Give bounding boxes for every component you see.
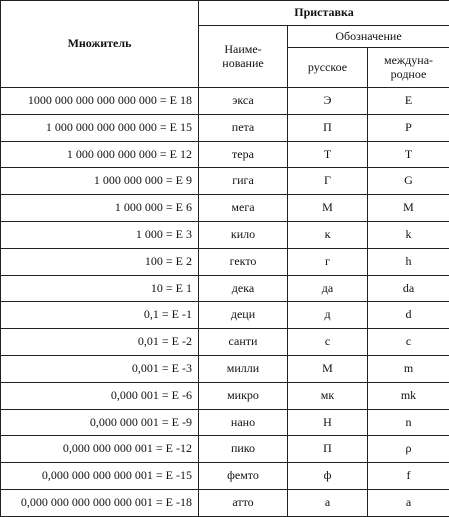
russian-symbol-cell: к (288, 221, 368, 248)
table-row (1, 409, 449, 436)
header-designation: Обозначение (288, 26, 449, 48)
international-symbol-cell: d (368, 302, 449, 329)
international-symbol-cell: mk (368, 382, 449, 409)
russian-symbol-cell: П (288, 436, 368, 463)
russian-symbol-cell: да (288, 275, 368, 302)
table-row (1, 329, 449, 356)
table-row (1, 141, 449, 168)
international-symbol-cell: M (368, 195, 449, 222)
header-international: междуна- родное (368, 48, 449, 88)
prefix-name-cell: гига (199, 168, 288, 195)
prefix-name-cell: микро (199, 382, 288, 409)
table-row (1, 355, 449, 382)
multiplier-cell: 0,001 = Е -3 (1, 355, 199, 382)
multiplier-cell: 0,000 000 000 000 000 001 = Е -18 (1, 489, 199, 516)
multiplier-cell: 1 000 = Е 3 (1, 221, 199, 248)
table-row (1, 382, 449, 409)
header-multiplier: Множитель (1, 1, 199, 88)
international-symbol-cell: n (368, 409, 449, 436)
table-row (1, 168, 449, 195)
prefix-name-cell: милли (199, 355, 288, 382)
international-symbol-cell: h (368, 248, 449, 275)
multiplier-cell: 1 000 000 000 000 000 = Е 15 (1, 114, 199, 141)
prefix-name-cell: фемто (199, 463, 288, 490)
multiplier-cell: 1 000 000 000 = Е 9 (1, 168, 199, 195)
prefix-name-cell: пико (199, 436, 288, 463)
prefix-name-cell: санти (199, 329, 288, 356)
international-symbol-cell: E (368, 88, 449, 115)
table-row (1, 302, 449, 329)
russian-symbol-cell: Н (288, 409, 368, 436)
multiplier-cell: 1 000 000 = Е 6 (1, 195, 199, 222)
table-header (1, 1, 449, 88)
multiplier-cell: 0,01 = Е -2 (1, 329, 199, 356)
multiplier-cell: 0,000 001 = Е -6 (1, 382, 199, 409)
russian-symbol-cell: М (288, 195, 368, 222)
international-symbol-cell: c (368, 329, 449, 356)
multiplier-cell: 0,000 000 000 001 = Е -12 (1, 436, 199, 463)
russian-symbol-cell: Г (288, 168, 368, 195)
russian-symbol-cell: М (288, 355, 368, 382)
international-symbol-cell: m (368, 355, 449, 382)
table-body (1, 88, 449, 517)
header-name: Наиме- нование (199, 26, 288, 88)
multiplier-cell: 0,000 000 000 000 001 = Е -15 (1, 463, 199, 490)
header-russian: русское (288, 48, 368, 88)
international-symbol-cell: f (368, 463, 449, 490)
international-symbol-cell: P (368, 114, 449, 141)
prefix-name-cell: пета (199, 114, 288, 141)
table-row (1, 114, 449, 141)
multiplier-cell: 10 = Е 1 (1, 275, 199, 302)
prefix-name-cell: атто (199, 489, 288, 516)
russian-symbol-cell: д (288, 302, 368, 329)
header-prefix: Приставка (199, 1, 449, 26)
table-row (1, 436, 449, 463)
russian-symbol-cell: с (288, 329, 368, 356)
prefix-name-cell: деци (199, 302, 288, 329)
table-row (1, 275, 449, 302)
russian-symbol-cell: г (288, 248, 368, 275)
international-symbol-cell: k (368, 221, 449, 248)
multiplier-cell: 0,000 000 001 = Е -9 (1, 409, 199, 436)
multiplier-cell: 1 000 000 000 000 = Е 12 (1, 141, 199, 168)
prefix-name-cell: мега (199, 195, 288, 222)
table-row (1, 463, 449, 490)
multiplier-cell: 100 = Е 2 (1, 248, 199, 275)
russian-symbol-cell: а (288, 489, 368, 516)
international-symbol-cell: da (368, 275, 449, 302)
multiplier-cell: 0,1 = Е -1 (1, 302, 199, 329)
russian-symbol-cell: ф (288, 463, 368, 490)
russian-symbol-cell: мк (288, 382, 368, 409)
table-row (1, 489, 449, 516)
russian-symbol-cell: Т (288, 141, 368, 168)
international-symbol-cell: G (368, 168, 449, 195)
international-symbol-cell: a (368, 489, 449, 516)
multiplier-cell: 1000 000 000 000 000 000 = Е 18 (1, 88, 199, 115)
international-symbol-cell: T (368, 141, 449, 168)
prefix-name-cell: экса (199, 88, 288, 115)
prefix-name-cell: дека (199, 275, 288, 302)
prefix-name-cell: гекто (199, 248, 288, 275)
table-row (1, 88, 449, 115)
prefix-name-cell: кило (199, 221, 288, 248)
international-symbol-cell: ρ (368, 436, 449, 463)
table-row (1, 248, 449, 275)
prefix-name-cell: тера (199, 141, 288, 168)
table-row (1, 195, 449, 222)
russian-symbol-cell: П (288, 114, 368, 141)
table-row (1, 221, 449, 248)
russian-symbol-cell: Э (288, 88, 368, 115)
prefix-name-cell: нано (199, 409, 288, 436)
